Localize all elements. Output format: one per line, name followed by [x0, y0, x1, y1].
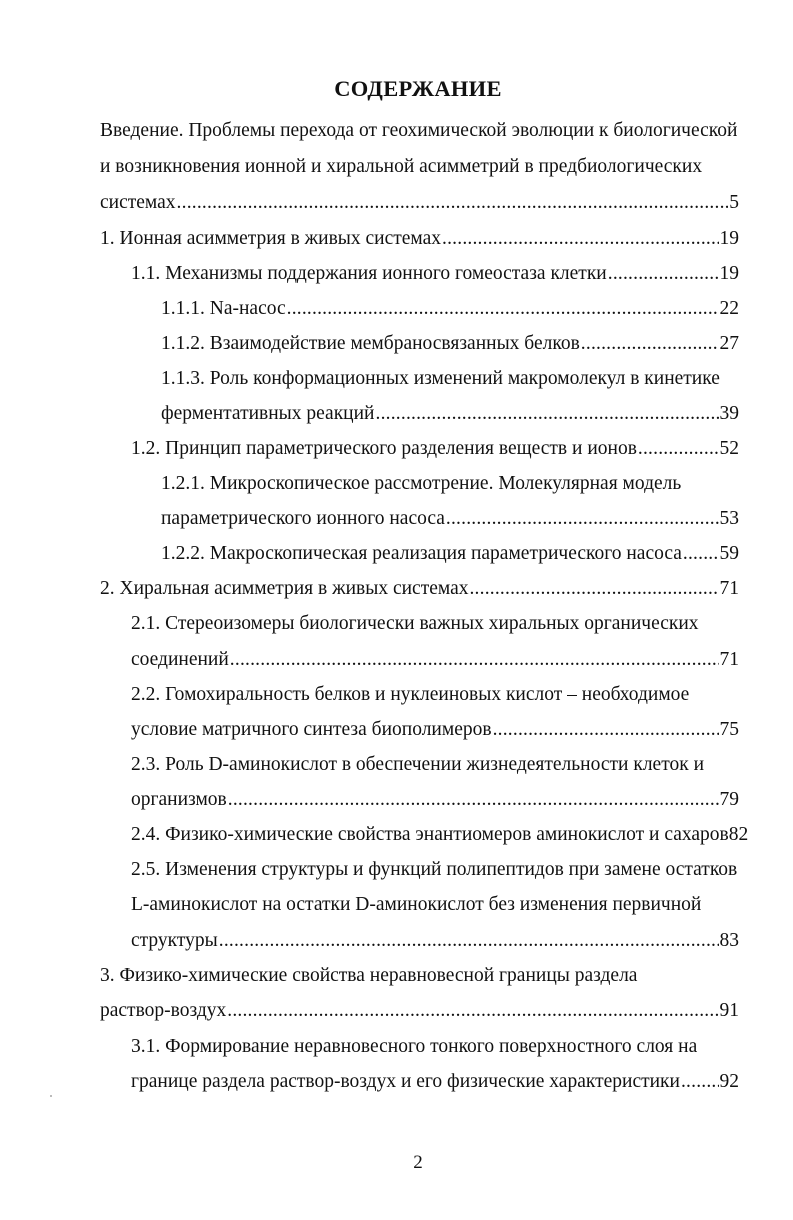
toc-page-number: 19: [719, 228, 739, 249]
toc-entry-2-5[interactable]: [131, 924, 739, 958]
toc-page-number: 82: [728, 824, 749, 845]
toc-entry-title: 1.1.2. Взаимодействие мембраносвязанных белков: [161, 333, 580, 354]
toc-entry-title: организмов: [131, 789, 227, 810]
toc-page-number: 92: [719, 1071, 739, 1092]
toc-entry-title: структуры: [131, 930, 218, 951]
toc-entry-2-3[interactable]: [131, 783, 739, 817]
toc-page-number: 59: [719, 543, 739, 564]
toc-line: L-аминокислот на остатки D-аминокислот без изменения первичной: [131, 894, 702, 915]
toc-page-number: 79: [719, 789, 739, 810]
page-number: 2: [413, 1152, 423, 1173]
toc-line: 1.1.3. Роль конформационных изменений макромолекул в кинетике: [161, 368, 720, 389]
toc-page-number: 71: [719, 649, 739, 670]
toc-entry-1-2[interactable]: [131, 432, 739, 466]
toc-page-number: 39: [719, 403, 739, 424]
toc-page-number: 53: [719, 508, 739, 529]
toc-page-number: 52: [719, 438, 739, 459]
toc-entry-title: системах: [100, 192, 176, 213]
toc-page-number: 83: [719, 930, 739, 951]
toc-page-number: 19: [719, 263, 739, 284]
toc-line: 2.1. Стереоизомеры биологически важных хиральных органических: [131, 613, 699, 634]
toc-entry-title: параметрического ионного насоса: [161, 508, 445, 529]
toc-entry-title: 1.1.1. Na-насос: [161, 298, 286, 319]
toc-entry-title: условие матричного синтеза биополимеров: [131, 719, 492, 740]
toc-page-number: 22: [719, 298, 739, 319]
toc-page-number: 5: [729, 192, 739, 213]
toc-entry-2[interactable]: [100, 572, 739, 606]
toc-line: 2.3. Роль D-аминокислот в обеспечении жизнедеятельности клеток и: [131, 754, 705, 775]
toc-page-number: 75: [719, 719, 739, 740]
toc-entry-1-1[interactable]: [131, 257, 739, 291]
toc-entry-2-2[interactable]: [131, 713, 739, 747]
toc-line: 2.5. Изменения структуры и функций полипептидов при замене остатков: [131, 859, 738, 880]
toc-entry-2-4[interactable]: [131, 818, 749, 852]
page-title: СОДЕРЖАНИЕ: [334, 76, 502, 101]
toc-entry-3[interactable]: [100, 994, 739, 1028]
toc-entry-2-1[interactable]: [131, 643, 739, 677]
toc-entry-title: границе раздела раствор-воздух и его физические характеристики: [131, 1071, 680, 1092]
toc-entry-intro[interactable]: [100, 186, 739, 220]
toc-entry-1-1-1[interactable]: [161, 292, 739, 326]
toc-entry-title: ферментативных реакций: [161, 403, 375, 424]
toc-entry-1-1-3[interactable]: [161, 397, 739, 431]
toc-entry-1-1-2[interactable]: [161, 327, 739, 361]
toc-page-number: 71: [719, 578, 739, 599]
toc-entry-title: 2.4. Физико-химические свойства энантиомеров аминокислот и сахаров: [131, 824, 729, 845]
toc-entry-3-1[interactable]: [131, 1065, 739, 1099]
toc-entry-title: 1.1. Механизмы поддержания ионного гомеостаза клетки: [131, 263, 607, 284]
toc-line: и возникновения ионной и хиральной асимметрий в предбиологических: [100, 156, 703, 177]
toc-entry-title: 1.2. Принцип параметрического разделения веществ и ионов: [131, 438, 637, 459]
scan-speck: [50, 1095, 52, 1097]
toc-entry-title: 1.2.2. Макроскопическая реализация параметрического насоса: [161, 543, 682, 564]
toc-page-number: 91: [719, 1000, 739, 1021]
toc-entry-1[interactable]: [100, 222, 739, 256]
toc-line: Введение. Проблемы перехода от геохимической эволюции к биологической: [100, 120, 738, 141]
toc-entry-title: 1. Ионная асимметрия в живых системах: [100, 228, 442, 249]
toc-line: 3.1. Формирование неравновесного тонкого поверхностного слоя на: [131, 1036, 698, 1057]
toc-line: 2.2. Гомохиральность белков и нуклеиновых кислот – необходимое: [131, 684, 690, 705]
toc-entry-1-2-1[interactable]: [161, 502, 739, 536]
toc-page-number: 27: [719, 333, 739, 354]
toc-line: 1.2.1. Микроскопическое рассмотрение. Молекулярная модель: [161, 473, 682, 494]
toc-entry-title: 2. Хиральная асимметрия в живых системах: [100, 578, 469, 599]
toc-line: 3. Физико-химические свойства неравновесной границы раздела: [100, 965, 638, 986]
toc-entry-1-2-2[interactable]: [161, 537, 739, 571]
toc-entry-title: раствор-воздух: [100, 1000, 227, 1021]
toc-entry-title: соединений: [131, 649, 229, 670]
